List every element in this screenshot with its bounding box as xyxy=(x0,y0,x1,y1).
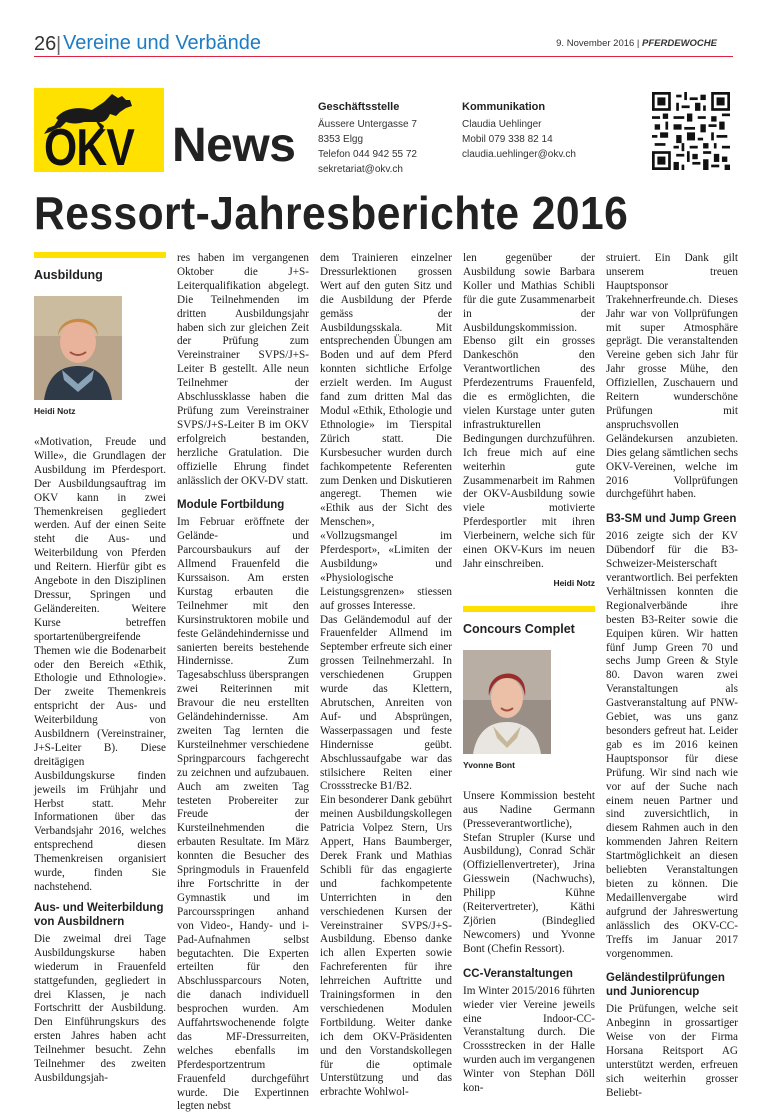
paragraph: «Motivation, Freude und Wille», die Grundlagen der Ausbildung im Pferdesport. Der Ausbildungsauftrag im OKV kann in zwei Themenkreisen gegliedert werden. Auf der einen Seite steht die Aus- und Weiterbildung von Pferden und Reitern. Hierfür gibt es Angebote in den Disziplinen Dressur, Springen und Geländereiten. Weitere Kurse betreffen sportartenübergreifende Themen wie die Bodenarbeit oder den Bereich «Ethik, Ethologie und Ethnologie». Der zweite Themenkreis entspricht der Aus- und Weiterbildung von Ausbildnern (Vereinstrainer, J+S-Leiter B). Diese dreitägigen Ausbildungskurse finden jeweils im Frühjahr und Herbst statt. Mehr Informationen über das Verbandsjahr 2016, welches entsprechend diesen Themenkreisen organisiert wurde, finden Sie nachstehend. xyxy=(34,436,166,893)
photo-caption: Yvonne Bont xyxy=(463,759,515,770)
subheading: Aus- und Weiterbildung von Ausbildnern xyxy=(34,901,164,928)
qr-code-icon[interactable] xyxy=(652,92,730,170)
photo-caption: Heidi Notz xyxy=(34,406,76,416)
paragraph: Unsere Kommission besteht aus Nadine Germann (Presseverantwortliche), Stefan Strupler (Kurse und Ausbildung), Conrad Schär (Offiziellenvertreter), Jrina Giesswein (Nachwuchs), Philipp Kühne (Reitervertreter), Käthi Zjörien (Bindeglied Newcomers) und Yvonne Bont (Chefin Ressort). xyxy=(463,789,595,955)
paragraph: Die Prüfungen, welche seit Anbeginn in grossartiger Weise von der Firma Horsana Reitsport AG unterstützt werden, erfreuen sich weiterhin grosser Beliebt- xyxy=(606,1003,738,1099)
article-title: Ressort-Jahresberichte 2016 xyxy=(34,187,629,239)
portrait-icon xyxy=(34,296,122,400)
portrait-icon xyxy=(463,650,551,754)
news-heading: News xyxy=(172,119,296,172)
portrait-yvonne-bont xyxy=(463,650,551,754)
section-title: Vereine und Verbände xyxy=(63,32,261,54)
office-details: Äussere Untergasse 7 8353 Elgg Telefon 044 942 55 72 sekretariat@okv.ch xyxy=(318,119,417,175)
paragraph: 2016 zeigte sich der KV Dübendorf für die B3-Schweizer-Meisterschaft verantwortlich. Bei perfekten Verhältnissen konnten die Regionalverbände ihre besten B3-Reiter sowie die Equipen küren. Wir hatten fünf Jump Green 70 und sechs Jump Green & Style 80. Davon waren zwei Veranstaltungen als Gastveranstaltung auf PNW-Gebiet, was uns ganz besonders gefreut hat. Leider gab es im 2016 keinen Hauptsponsor für diese Prüfung. Wir sind nach wie vor auf der Suche nach einem neuen Partner und sind zuversichtlich, in diesem Rahmen auch in den kommenden Jahren Reitern Startmöglichkeit an diesen beliebten Veranstaltungen bieten zu können. Die Medaillenvergabe wird aufgrund der Jahreswertung anlässlich des OKV-CC-Treffs im Januar 2017 vorgenommen. xyxy=(606,530,738,960)
header-separator: | xyxy=(56,34,62,56)
portrait-heidi-notz xyxy=(34,296,122,400)
section-heading-concours-complet: Concours Complet xyxy=(463,621,575,636)
publication-name: PFERDEWOCHE xyxy=(642,38,717,49)
paragraph: Im Winter 2015/2016 führten wieder vier Vereine jeweils eine Indoor-CC-Veranstaltung durch. Die Crossstrecken in der Halle wurden auch im vergangenen Winter von Stephan Döll kon- xyxy=(463,984,595,1095)
logo-text: OKV xyxy=(44,119,134,177)
paragraph: dem Trainieren einzelner Dressurlektionen grossen Wert auf den guten Sitz und die Ausbildung der Pferde gemäss der Ausbildungsskala. Mit entsprechenden Übungen am Boden und auf dem Pferd konnten sichtliche Erfolge erzielt werden. Im August fand zum dritten Mal das Modul «Ethik, Ethologie und Ethnologie» im Tierspital Zürich statt. Die Kursbesucher wurden durch fachkompetente Referenten zum Denken und Diskutieren angeregt. Themen wie «Ethik aus der Sicht des Menschen», «Vollzugsmangel im Pferdesport», «Limiten der Ausbildung» und «Physiologische Leistungsgrenzen» stiessen auf grosses Interesse. xyxy=(320,252,452,612)
subheading: B3-SM und Jump Green xyxy=(606,513,737,526)
office-heading: Geschäftsstelle xyxy=(318,101,400,113)
accent-bar xyxy=(34,252,166,258)
column-3 xyxy=(320,252,452,1100)
column-1 xyxy=(34,252,166,1086)
header-rule xyxy=(34,56,733,57)
column-4 xyxy=(463,252,595,1096)
column-2 xyxy=(177,252,309,1114)
okv-logo xyxy=(34,88,164,177)
comm-details: Claudia Uehlinger Mobil 079 338 82 14 claudia.uehlinger@okv.ch xyxy=(462,119,576,160)
paragraph: Ein besonderer Dank gebührt meinen Ausbildungskollegen Patricia Volpez Stern, Urs Appert, Hans Baumberger, Derek Frank und Mathias Schibli für das engagierte und fachkompetente Unterrichten in den verschiedenen Kursen der Vereinstrainer SVPS/J+S-Ausbildung. Ebenso danke ich allen Experten sowie Fachreferenten für ihre lehrreichen Auftritte und Trainingsformen in den verschiedenen Modulen Fortbildung. Weiter danke ich dem OKV-Präsidenten und den Vorstandskollegen für die optimale Unterstützung und das erbrachte Wohlwol- xyxy=(320,794,452,1099)
paragraph: Das Geländemodul auf der Frauenfelder Allmend im September erfreute sich einer grossen Teilnehmerzahl. In verschiedenen Gruppen wurde das Klettern, Abrutschen, Anreiten von Auf- und Absprüngen, Wasserpassagen und feste Hindernisse geübt. Abschlussaufgabe war das stilsichere Reiten einer Crossstrecke B1/B2. xyxy=(320,613,452,793)
paragraph: Im Februar eröffnete der Gelände- und Parcoursbaukurs auf der Allmend Frauenfeld die Kurssaison. Am ersten Kurstag erbauten die Teilnehmer mit den Kursinstruktoren mobile und feste Geländehindernisse und sanierten bereits bestehende Hindernisse. Zum Tagesabschluss übersprangen zwei Reiterinnen mit Bravour die neu erstellten Geländehindernisse. Am zweiten Tag lernten die Kursteilnehmer verschiedene Springparcours fachgerecht zu zeichnen und aufzubauen. Auch am zweiten Tag testeten Probereiter zur Freude der Kursteilnehmenden die erbauten Resultate. Im März konnten die Besucher des Springmoduls in Frauenfeld ihre Fortschritte in der Gymnastik und im Parcoursspringen anhand von Video-, Handy- und i-Pad-Aufnahmen selbst begutachten. Die Experten erteilten für den Abschlussparcours Noten, die danach individuell besprochen wurden. Am Auffahrtswochenende folgte das MF-Dressurreiten, welches ebenfalls im Pferdesportzentrum Frauenfeld durchgeführt wurde. Die Expertinnen legten nebst xyxy=(177,516,309,1113)
subheading: CC-Veranstaltungen xyxy=(463,967,573,980)
section-heading-ausbildung: Ausbildung xyxy=(34,268,103,282)
page-number: 26 xyxy=(34,33,57,55)
column-5 xyxy=(606,252,738,1101)
paragraph: Die zweimal drei Tage Ausbildungskurse haben wiederum in Frauenfeld stattgefunden, gegliedert in drei Klassen, je nach Fortschritt der Ausbildung. Den Einführungskurs des ersten Jahres haben acht Teilnehmer besucht. Zehn Teilnehmer des zweiten Ausbildungsjah- xyxy=(34,932,166,1084)
paragraph: len gegenüber der Ausbildung sowie Barbara Koller und Mathias Schibli für die gute Zusammenarbeit in der Ausbildungskommission. Ebenso gilt ein grosses Dankeschön den Verantwortlichen des Pferdezentrums Frauenfeld, die es ermöglichten, die vielen Kurstage unter guten infrastrukturellen Bedingungen durchzuführen. Ich freue mich auf eine weiterhin gute Zusammenarbeit im Rahmen der OKV-Ausbildung sowie viele motivierte Pferdesportler mit ihren Vierbeinern, welche sich für einen OKV-Kurs im neuen Jahr einschreiben. xyxy=(463,252,595,570)
paragraph: struiert. Ein Dank gilt unserem treuen Hauptsponsor Trakehnerfreunde.ch. Dieses Jahr war von Vollprüfungen mit super Atmosphäre geprägt. Die veranstaltenden Vereine geben sich Jahr für Jahr grosse Mühe, den Offiziellen, Zuschauern und Reitern wunderschöne Prüfungen mit anspruchsvollen Geländekursen anzubieten. Dies gelang sämtlichen sechs OKV-Vereinen, welche im 2016 Vollprüfungen durchgeführt haben. xyxy=(606,252,738,501)
comm-heading: Kommunikation xyxy=(462,101,546,113)
paragraph: res haben im vergangenen Oktober die J+S-Leiterqualifikation abgelegt. Die Teilnehmenden im dritten Ausbildungsjahr haben sich zur gleichen Zeit der Prüfung zum Vereinstrainer SVPS/J+S-Leiter B gestellt. Alle neun Teilnehmer der Abschlussklasse haben die Prüfung zum Vereinstrainer SVPS/J+S-Leiter B im OKV erfolgreich bestanden, herzliche Gratulation. Die offizielle Ehrung findet anlässlich der OKV-DV statt. xyxy=(177,252,309,487)
publication-date: 9. November 2016 | xyxy=(556,38,640,49)
accent-bar xyxy=(463,606,595,612)
author-signature: Heidi Notz xyxy=(553,577,595,588)
subheading: Geländestilprüfungen und Juniorencup xyxy=(606,972,725,999)
subheading: Module Fortbildung xyxy=(177,499,285,512)
header-date xyxy=(556,38,717,49)
